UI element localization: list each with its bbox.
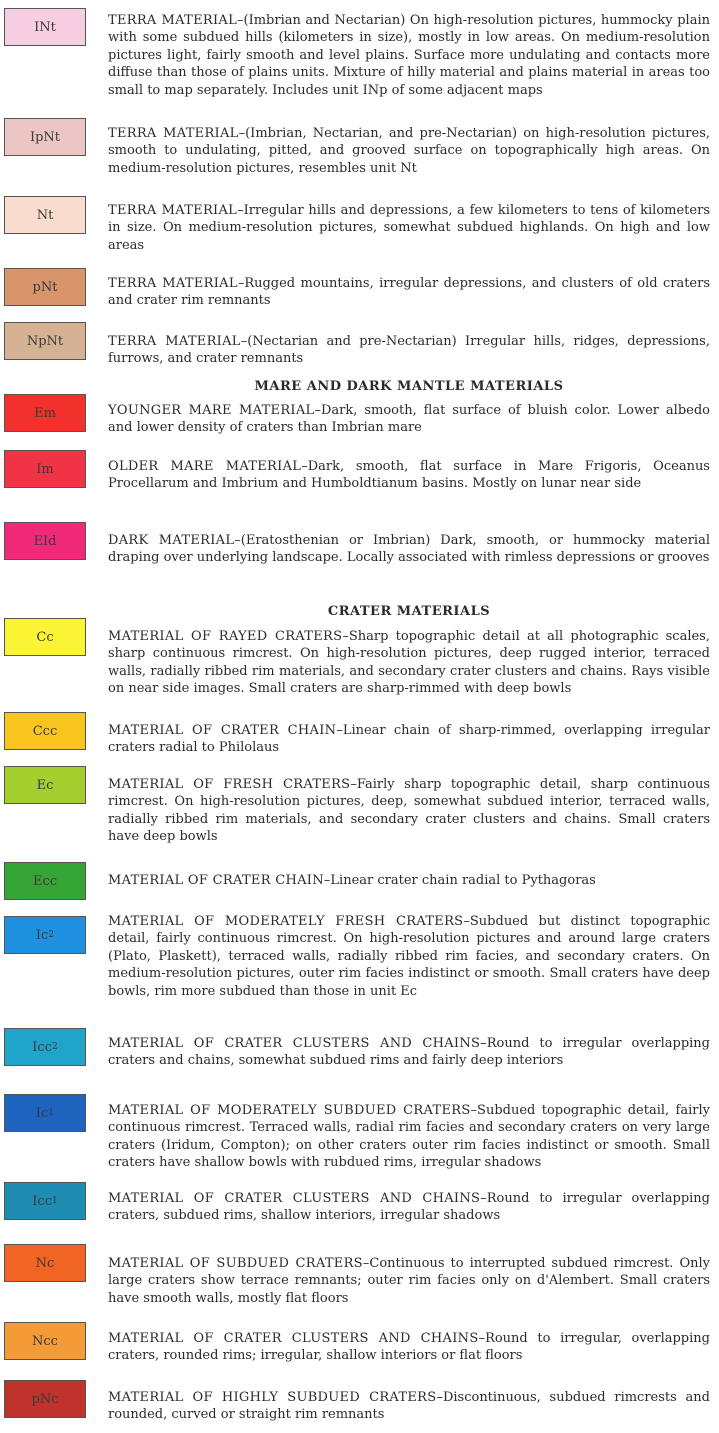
unit-symbol: Icc bbox=[32, 1039, 52, 1055]
unit-text: –Discontinuous, subdued rimcrests and rounded, curved or straight rim remnants bbox=[108, 1390, 710, 1423]
unit-symbol: pNc bbox=[31, 1391, 59, 1407]
unit-description bbox=[108, 12, 710, 99]
unit-name: TERRA MATERIAL bbox=[108, 13, 237, 28]
unit-swatch bbox=[4, 766, 86, 804]
unit-swatch bbox=[4, 1380, 86, 1418]
unit-name: TERRA MATERIAL bbox=[108, 276, 238, 291]
unit-swatch bbox=[4, 1244, 86, 1282]
unit-swatch bbox=[4, 1094, 86, 1132]
crater-heading: CRATER MATERIALS bbox=[327, 604, 491, 619]
unit-symbol: Ecc bbox=[32, 873, 58, 889]
unit-description bbox=[108, 1389, 710, 1424]
unit-symbol-subscript: 2 bbox=[48, 930, 55, 940]
unit-swatch bbox=[4, 450, 86, 488]
unit-name: MATERIAL OF CRATER CLUSTERS AND CHAINS bbox=[108, 1331, 479, 1346]
unit-symbol: Cc bbox=[36, 629, 54, 645]
unit-symbol: Em bbox=[34, 405, 56, 421]
unit-swatch bbox=[4, 394, 86, 432]
unit-text: –Fairly sharp topographic detail, sharp continuous rimcrest. On high-resolution pictures, deep, somewhat subdued interior, terraced walls, radially ribbed rim materials, and secondary crater clusters and chains. Small craters have deep bowls bbox=[108, 777, 710, 845]
unit-swatch bbox=[4, 522, 86, 560]
unit-symbol: NpNt bbox=[26, 333, 64, 349]
unit-name: MATERIAL OF SUBDUED CRATERS bbox=[108, 1256, 363, 1271]
unit-text: –Linear chain of sharp-rimmed, overlapping irregular craters radial to Philolaus bbox=[108, 723, 710, 756]
unit-swatch bbox=[4, 196, 86, 234]
unit-swatch bbox=[4, 322, 86, 360]
unit-text: –Rugged mountains, irregular depressions, and clusters of old craters and crater rim remnants bbox=[108, 276, 710, 309]
unit-description bbox=[108, 1190, 710, 1225]
unit-symbol-subscript: 1 bbox=[48, 1108, 55, 1118]
unit-text: –(Eratosthenian or Imbrian) Dark, smooth, or hummocky material draping over underlying landscape. Locally associated with rimless depressions or grooves bbox=[108, 533, 710, 566]
unit-description bbox=[108, 722, 710, 757]
unit-swatch bbox=[4, 1182, 86, 1220]
unit-swatch bbox=[4, 712, 86, 750]
unit-symbol-subscript: 1 bbox=[51, 1196, 58, 1206]
unit-description bbox=[108, 1035, 710, 1070]
unit-name: MATERIAL OF MODERATELY FRESH CRATERS bbox=[108, 914, 464, 929]
unit-swatch bbox=[4, 8, 86, 46]
unit-text: –Dark, smooth, flat surface of bluish color. Lower albedo and lower density of craters than Imbrian mare bbox=[108, 403, 710, 436]
unit-text: –Subdued but distinct topographic detail, fairly continuous rimcrest. On high-resolution pictures and around large craters (Plato, Plaskett), terraced walls, radially ribbed rim facies, and secondary craters. On medium-resolution pictures, outer rim facies indistinct or smooth. Small craters have deep bowls, rim more subdued than those in unit Ec bbox=[108, 914, 710, 999]
unit-name: OLDER MARE MATERIAL bbox=[108, 459, 302, 474]
unit-text: –(Imbrian, Nectarian, and pre-Nectarian) on high-resolution pictures, smooth to undulating, pitted, and grooved surface on topographically high areas. On medium-resolution pictures, resembles unit Nt bbox=[108, 126, 710, 176]
unit-description bbox=[108, 872, 710, 889]
unit-text: –Subdued topographic detail, fairly continuous rimcrest. Terraced walls, radial rim facies and secondary craters on very large craters (Iridum, Compton); on other craters outer rim facies indistinct or smooth. Small craters have shallow bowls with rubdued rims, irregular shadows bbox=[108, 1103, 710, 1171]
unit-text: –Round to irregular, overlapping craters, rounded rims; irregular, shallow interiors or flat floors bbox=[108, 1331, 710, 1364]
unit-symbol: Nc bbox=[35, 1255, 55, 1271]
unit-name: MATERIAL OF FRESH CRATERS bbox=[108, 777, 351, 792]
unit-description bbox=[108, 125, 710, 177]
unit-swatch bbox=[4, 268, 86, 306]
unit-description bbox=[108, 1102, 710, 1172]
unit-symbol-subscript: 2 bbox=[51, 1042, 58, 1052]
unit-text: –Round to irregular overlapping craters, subdued rims, shallow interiors, irregular shadows bbox=[108, 1191, 710, 1224]
unit-symbol: Ncc bbox=[32, 1333, 58, 1349]
unit-symbol: Nt bbox=[36, 207, 54, 223]
unit-name: MATERIAL OF MODERATELY SUBDUED CRATERS bbox=[108, 1103, 471, 1118]
unit-name: DARK MATERIAL bbox=[108, 533, 235, 548]
unit-swatch bbox=[4, 618, 86, 656]
unit-symbol: Ic bbox=[35, 1105, 49, 1121]
unit-text: –Dark, smooth, flat surface in Mare Frigoris, Oceanus Procellarum and Imbrium and Humboldtianum basins. Mostly on lunar near side bbox=[108, 459, 710, 492]
unit-swatch bbox=[4, 916, 86, 954]
unit-name: TERRA MATERIAL bbox=[108, 334, 241, 349]
unit-name: YOUNGER MARE MATERIAL bbox=[108, 403, 315, 418]
unit-text: –Irregular hills and depressions, a few kilometers to tens of kilometers in size. On medium-resolution pictures, somewhat subdued highlands. On high and low areas bbox=[108, 203, 710, 253]
unit-text: –Continuous to interrupted subdued rimcrest. Only large craters show terrace remnants; outer rim facies only on d'Alembert. Small craters have smooth walls, mostly flat floors bbox=[108, 1256, 710, 1306]
unit-symbol: INt bbox=[34, 19, 56, 35]
unit-symbol: IpNt bbox=[29, 129, 61, 145]
unit-description bbox=[108, 333, 710, 368]
unit-name: MATERIAL OF CRATER CLUSTERS AND CHAINS bbox=[108, 1191, 481, 1206]
unit-symbol: Ic bbox=[35, 927, 49, 943]
unit-symbol: EId bbox=[33, 533, 57, 549]
unit-description bbox=[108, 458, 710, 493]
unit-description bbox=[108, 628, 710, 698]
unit-symbol: Ccc bbox=[32, 723, 58, 739]
unit-text: –Linear crater chain radial to Pythagoras bbox=[323, 873, 596, 888]
unit-description bbox=[108, 776, 710, 846]
unit-description bbox=[108, 402, 710, 437]
unit-text: –(Nectarian and pre-Nectarian) Irregular hills, ridges, depressions, furrows, and crater remnants bbox=[108, 334, 710, 367]
unit-swatch bbox=[4, 862, 86, 900]
unit-description bbox=[108, 1255, 710, 1307]
unit-swatch bbox=[4, 1322, 86, 1360]
unit-symbol: pNt bbox=[32, 279, 58, 295]
unit-symbol: Ec bbox=[36, 777, 54, 793]
unit-name: MATERIAL OF CRATER CHAIN bbox=[108, 723, 337, 738]
unit-name: MATERIAL OF RAYED CRATERS bbox=[108, 629, 343, 644]
unit-name: TERRA MATERIAL bbox=[108, 203, 238, 218]
unit-description bbox=[108, 913, 710, 1000]
unit-name: MATERIAL OF CRATER CLUSTERS AND CHAINS bbox=[108, 1036, 481, 1051]
unit-description bbox=[108, 275, 710, 310]
unit-swatch bbox=[4, 1028, 86, 1066]
unit-name: MATERIAL OF HIGHLY SUBDUED CRATERS bbox=[108, 1390, 437, 1405]
unit-name: MATERIAL OF CRATER CHAIN bbox=[108, 873, 324, 888]
unit-description bbox=[108, 1330, 710, 1365]
unit-text: –Sharp topographic detail at all photographic scales, sharp continuous rimcrest. On high-resolution pictures, deep rugged interior, terraced walls, radially ribbed rim materials, and secondary crater clusters and chains. Rays visible on near side images. Small craters are sharp-rimmed with deep bowls bbox=[108, 629, 710, 697]
unit-name: TERRA MATERIAL bbox=[108, 126, 239, 141]
unit-symbol: Icc bbox=[32, 1193, 52, 1209]
unit-description bbox=[108, 532, 710, 567]
unit-symbol: Im bbox=[36, 461, 54, 477]
unit-text: –(Imbrian and Nectarian) On high-resolution pictures, hummocky plain with some subdued hills (kilometers in size), mostly in low areas. On medium-resolution pictures light, fairly smooth and level plains. Surface more undulating and contacts more diffuse than those of plains units. Mixture of hilly material and plains material in areas too small to map separately. Includes unit INp of some adjacent maps bbox=[108, 13, 710, 98]
mare-heading: MARE AND DARK MANTLE MATERIALS bbox=[254, 379, 564, 394]
unit-swatch bbox=[4, 118, 86, 156]
unit-description bbox=[108, 202, 710, 254]
unit-text: –Round to irregular overlapping craters and chains, somewhat subdued rims and fairly deep interiors bbox=[108, 1036, 710, 1069]
